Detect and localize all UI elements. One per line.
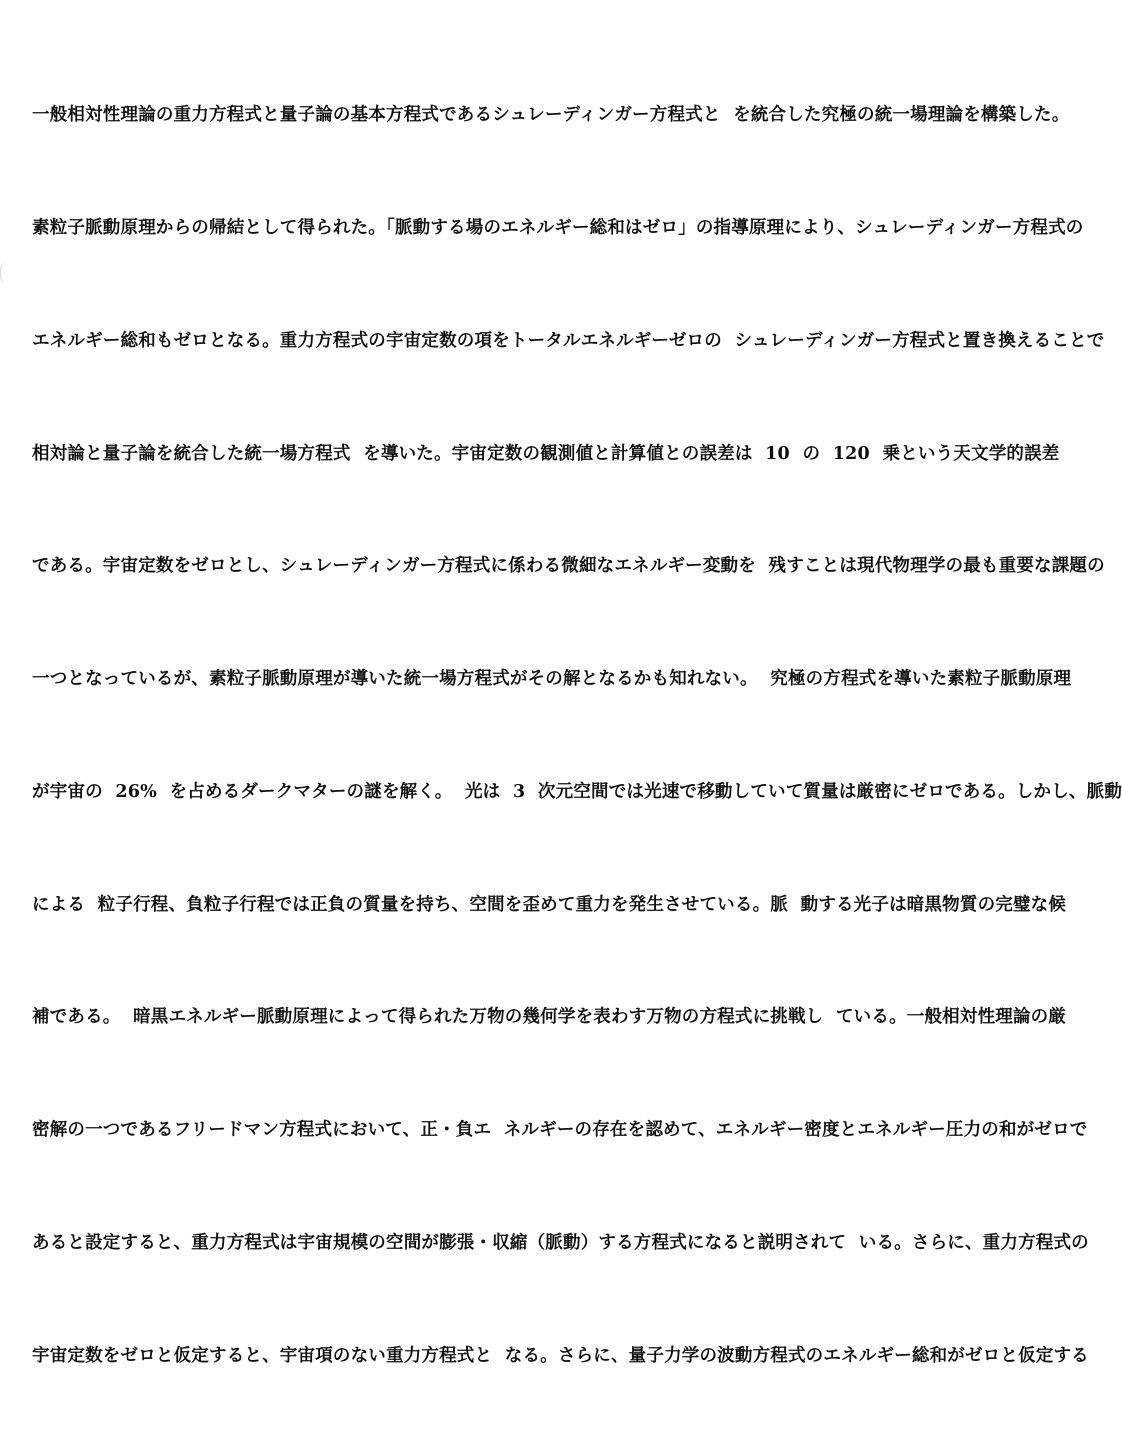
text-line: あると設定すると、重力方程式は宇宙規模の空間が膨張・収縮（脈動）する方程式になると説明されて いる。さらに、重力方程式の	[32, 1233, 1089, 1253]
text-line: 素粒子脈動原理からの帰結として得られた。「脈動する場のエネルギー総和はゼロ」の指導原理により、シュレーディンガー方程式の	[32, 217, 1084, 238]
text-line: 相対論と量子論を統合した統一場方程式 を導いた。宇宙定数の観測値と計算値との誤差は 10 の 120 乗という天文学的誤差	[32, 443, 1060, 464]
text-line: 一般相対性理論の重力方程式と量子論の基本方程式であるシュレーディンガー方程式と を統合した究極の統一場理論を構築した。	[32, 105, 1070, 126]
text-line: 一つとなっているが、素粒子脈動原理が導いた統一場方程式がその解となるかも知れない。 究極の方程式を導いた素粒子脈動原理	[32, 669, 1072, 690]
text-line: エネルギー総和もゼロとなる。重力方程式の宇宙定数の項をトータルエネルギーゼロの シュレーディンガー方程式と置き換えることで	[32, 330, 1105, 351]
text-line: 補である。 暗黒エネルギー脈動原理によって得られた万物の幾何学を表わす万物の方程式に挑戦し ている。一般相対性理論の厳	[32, 1007, 1067, 1028]
text-line: 密解の一つであるフリードマン方程式において、正・負エ ネルギーの存在を認めて、エネルギー密度とエネルギー圧力の和がゼロで	[32, 1120, 1088, 1141]
page-edge-mark	[0, 262, 8, 284]
text-line: が宇宙の 26% を占めるダークマターの謎を解く。 光は 3 次元空間では光速で移動していて質量は厳密にゼロである。しかし、脈動	[32, 781, 1122, 802]
text-line: 宇宙定数をゼロと仮定すると、宇宙項のない重力方程式と なる。さらに、量子力学の波動方程式のエネルギー総和がゼロと仮定する	[32, 1345, 1089, 1366]
text-line: である。宇宙定数をゼロとし、シュレーディンガー方程式に係わる微細なエネルギー変動を 残すことは現代物理学の最も重要な課題の	[32, 556, 1105, 577]
text-line: による 粒子行程、負粒子行程では正負の質量を持ち、空間を歪めて重力を発生させている。脈 動する光子は暗黒物質の完璧な候	[32, 894, 1067, 915]
body-paragraph	[32, 22, 1122, 1451]
